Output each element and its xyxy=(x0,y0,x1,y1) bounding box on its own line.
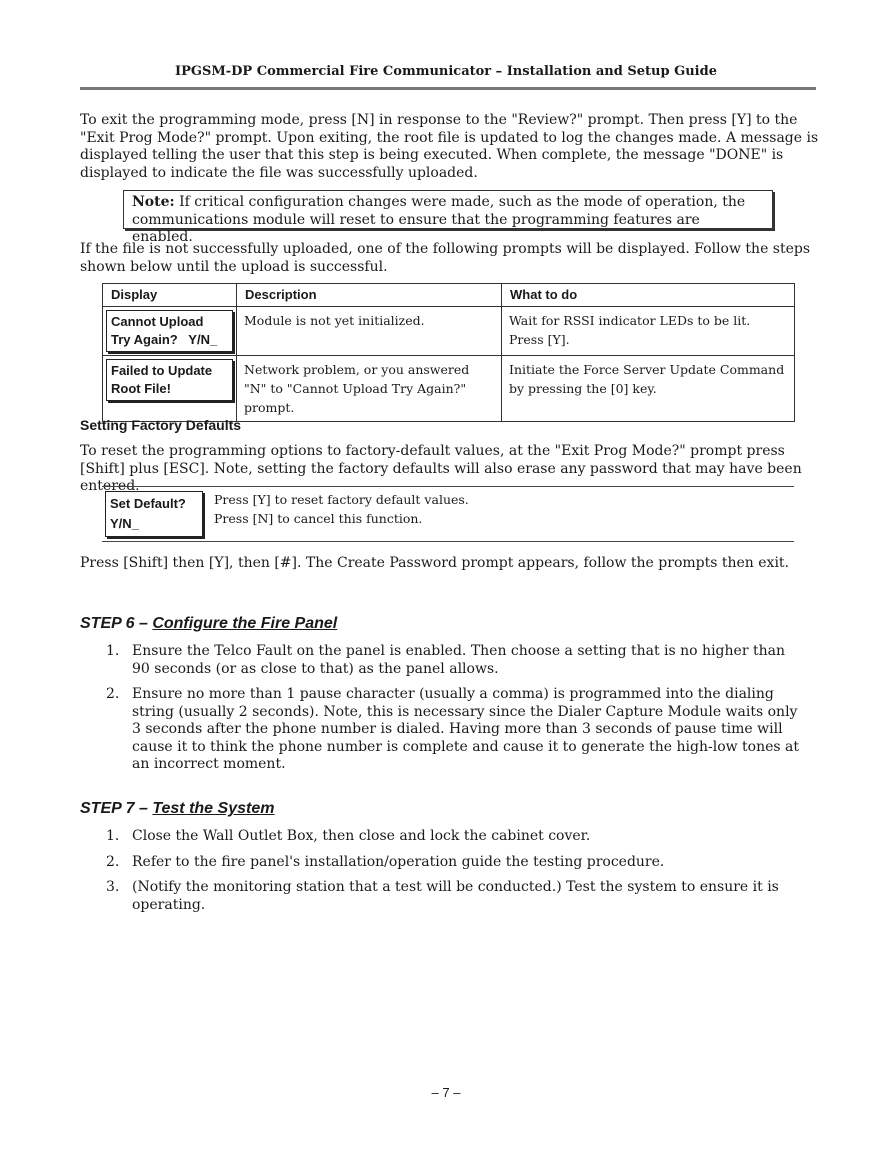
list-item-text: Refer to the fire panel's installation/operation guide the testing procedure. xyxy=(132,853,665,870)
intro-paragraph: To exit the programming mode, press [N] in response to the "Review?" prompt. Then press [Y] to the "Exit Prog Mode?" prompt. Upon exiting, the root file is updated to log the changes made. A message is displayed telling the user that this step is being executed. When complete, the message "DONE" is displayed to indicate the file was successfully uploaded. xyxy=(80,112,819,181)
lcd-line: Root File! xyxy=(111,381,171,396)
description-cell: Module is not yet initialized. xyxy=(237,307,502,356)
display-cell xyxy=(103,307,237,356)
step6-heading xyxy=(80,615,337,633)
step7-list xyxy=(80,828,800,922)
column-header-description: Description xyxy=(237,284,502,307)
list-item-text: Close the Wall Outlet Box, then close and lock the cabinet cover. xyxy=(132,828,591,844)
step6-list xyxy=(80,643,800,782)
display-cell xyxy=(103,356,237,422)
lcd-line: Y/N_ xyxy=(110,516,139,531)
column-header-what-to-do: What to do xyxy=(502,284,795,307)
lcd-line: Cannot Upload xyxy=(111,314,204,329)
description-cell: Network problem, or you answered "N" to "Cannot Upload Try Again?" prompt. xyxy=(237,356,502,422)
list-item-number: 1. xyxy=(106,828,120,844)
page-number: – 7 – xyxy=(431,1085,461,1100)
step7-heading xyxy=(80,800,274,818)
note-text: If critical configuration changes were made, such as the mode of operation, the communications module will reset to ensure that the programming features are enabled. xyxy=(132,194,746,245)
list-item-text: Ensure the Telco Fault on the panel is enabled. Then choose a setting that is no higher than 90 seconds (or as close to that) as the panel allows. xyxy=(132,643,785,677)
factory-defaults-heading: Setting Factory Defaults xyxy=(80,417,242,433)
lcd-display xyxy=(106,310,233,352)
list-item xyxy=(80,828,800,846)
list-item xyxy=(80,879,800,914)
note-label: Note: xyxy=(132,194,175,210)
note-box xyxy=(123,190,773,245)
option-yes-text: Press [Y] to reset factory default values. xyxy=(214,492,469,507)
list-item-number: 3. xyxy=(106,879,120,895)
lcd-line: Failed to Update xyxy=(111,363,213,378)
prompt-table xyxy=(102,283,795,422)
table-row xyxy=(103,356,795,422)
table-row xyxy=(103,307,795,356)
option-no-text: Press [N] to cancel this function. xyxy=(214,511,423,526)
list-item-number: 2. xyxy=(106,853,120,870)
lcd-line: Try Again? Y/N_ xyxy=(111,332,218,347)
set-default-lcd xyxy=(105,491,203,537)
lcd-line: Set Default? xyxy=(110,496,186,511)
list-item-number: 2. xyxy=(106,686,120,702)
header-rule xyxy=(80,87,816,90)
factory-defaults-paragraph: To reset the programming options to factory-default values, at the "Exit Prog Mode?" prompt press [Shift] plus [ESC]. Note, setting the factory defaults will also erase any password that may have been entered. xyxy=(80,443,802,494)
action-cell: Initiate the Force Server Update Command by pressing the [0] key. xyxy=(502,356,795,422)
upload-paragraph: If the file is not successfully uploaded, one of the following prompts will be displayed. Follow the steps shown below until the upload is successful. xyxy=(80,241,811,275)
lcd-display xyxy=(106,359,233,401)
set-default-instructions xyxy=(214,490,469,528)
list-item-number: 1. xyxy=(106,643,120,659)
step6-prefix: STEP 6 – xyxy=(80,615,153,632)
list-item-text: (Notify the monitoring station that a test will be conducted.) Test the system to ensure it is operating. xyxy=(132,879,779,913)
step6-title: Configure the Fire Panel xyxy=(152,615,338,632)
page-header-title: IPGSM-DP Commercial Fire Communicator – Installation and Setup Guide xyxy=(175,64,717,79)
create-password-paragraph: Press [Shift] then [Y], then [#]. The Create Password prompt appears, follow the prompts then exit. xyxy=(80,555,789,571)
list-item xyxy=(80,854,800,872)
list-item xyxy=(80,686,800,774)
column-header-display: Display xyxy=(103,284,237,307)
action-cell: Wait for RSSI indicator LEDs to be lit. Press [Y]. xyxy=(502,307,795,356)
step7-title: Test the System xyxy=(152,800,275,817)
list-item-text: Ensure no more than 1 pause character (usually a comma) is programmed into the dialing string (usually 2 seconds). Note, this is necessary since the Dialer Capture Module waits only 3 seconds after the phone number is dialed. Having more than 3 seconds of pause time will cause it to think the phone number is complete and cause it to generate the high-low tones at an incorrect moment. xyxy=(132,686,800,772)
step7-prefix: STEP 7 – xyxy=(80,800,153,817)
table-header-row xyxy=(103,284,795,307)
list-item xyxy=(80,643,800,678)
